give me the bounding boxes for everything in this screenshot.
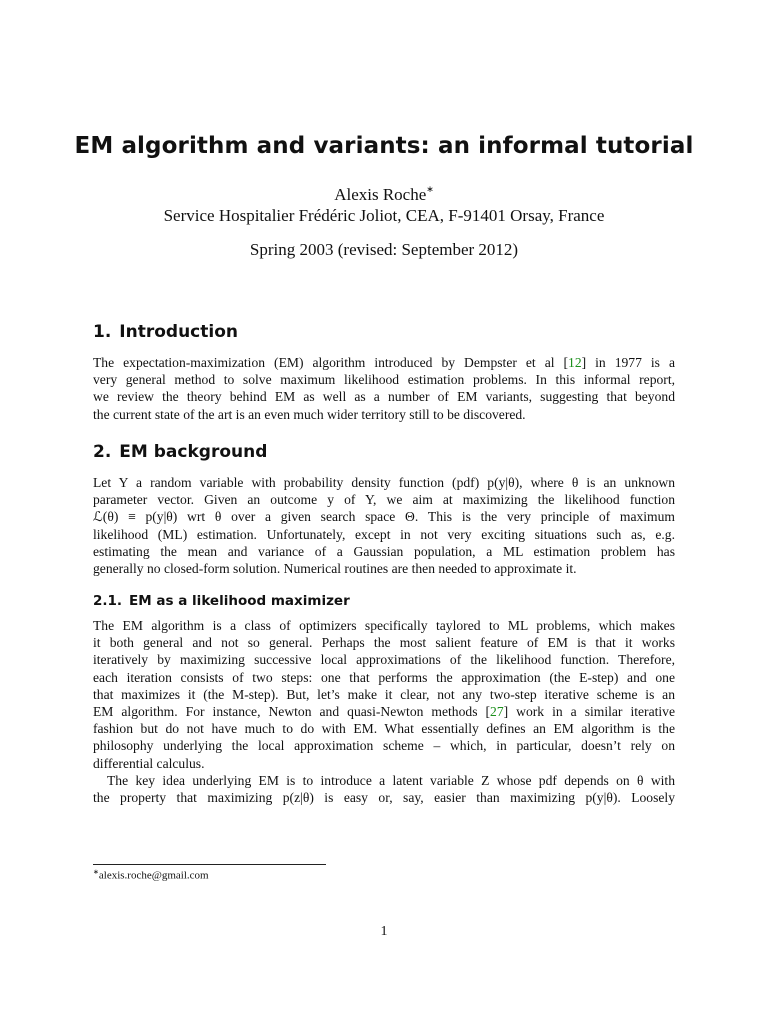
paragraph-line: each iteration consists of two steps: one that performs the approximation (the E-step) and one (93, 669, 675, 685)
paper-date: Spring 2003 (revised: September 2012) (249, 240, 519, 259)
section-title: EM as a likelihood maximizer (129, 593, 350, 609)
paper-title: EM algorithm and variants: an informal tutorial (74, 133, 694, 159)
subsection-heading-likelihood-maximizer (93, 593, 350, 609)
footnote (93, 868, 209, 882)
citation-link[interactable]: 27 (490, 704, 504, 720)
section-heading-introduction (93, 322, 238, 342)
paragraph-line: the current state of the art is an even much wider territory still to be discovered. (93, 406, 526, 422)
paragraph-line: The EM algorithm is a class of optimizers specifically taylored to ML problems, which makes (93, 618, 675, 633)
author-footnote-mark[interactable]: ∗ (426, 184, 434, 194)
paragraph-line: ℒ(θ) ≡ p(y|θ) wrt θ over a given search space Θ. This is the very principle of maximum (93, 509, 675, 525)
paragraph-line: likelihood (ML) estimation. Unfortunately, except in not very exciting situations such as, e.g. (93, 526, 675, 542)
paragraph-line: it both general and not so general. Perhaps the most salient feature of EM is that it works (93, 635, 675, 651)
paragraph-line: differential calculus. (93, 755, 205, 771)
author-affiliation: Service Hospitalier Frédéric Joliot, CEA, F-91401 Orsay, France (163, 206, 605, 225)
author-line (0, 185, 768, 205)
paragraph-line: philosophy underlying the local approximation scheme – which, in particular, doesn’t rely on (93, 738, 675, 754)
section-heading-em-background (93, 442, 267, 462)
section-title: Introduction (119, 322, 238, 342)
paragraph-line: that maximizes it (the M-step). But, let’s make it clear, not any two-step iterative scheme is an (93, 686, 675, 702)
paragraph-line: very general method to solve maximum likelihood estimation problems. In this informal report, (93, 372, 675, 388)
paragraph-line: iteratively by maximizing successive local approximations of the likelihood function. Therefore, (93, 652, 675, 668)
paragraph-line: EM algorithm. For instance, Newton and quasi-Newton methods [27] work in a similar iterative (93, 704, 675, 720)
citation-link[interactable]: 12 (568, 355, 582, 370)
paragraph-line: Let Y a random variable with probability density function (pdf) p(y|θ), where θ is an unknown (93, 475, 675, 490)
paragraph-line: we review the theory behind EM as well as a number of EM variants, suggesting that beyond (93, 389, 675, 405)
paragraph-line: The key idea underlying EM is to introduce a latent variable Z whose pdf depends on θ with (107, 772, 675, 788)
paragraph-line: estimating the mean and variance of a Gaussian population, a ML estimation problem has (93, 543, 675, 559)
section-number: 2. (93, 442, 112, 462)
page-number: 1 (380, 924, 388, 939)
section-number: 1. (93, 322, 112, 342)
paragraph-line: generally no closed-form solution. Numerical routines are then needed to approximate it. (93, 561, 577, 577)
author-name: Alexis Roche (334, 185, 427, 204)
paragraph-line: the property that maximizing p(z|θ) is easy or, say, easier than maximizing p(y|θ). Loosely (93, 790, 675, 806)
section-title: EM background (119, 442, 268, 462)
paragraph-line: fashion but do not have much to do with EM. What essentially defines an EM algorithm is the (93, 721, 675, 737)
maximizer-paragraph (93, 617, 675, 806)
intro-paragraph (93, 354, 675, 423)
section-number: 2.1. (93, 593, 123, 609)
paragraph-line: The expectation-maximization (EM) algorithm introduced by Dempster et al [12] in 1977 is a (93, 355, 675, 370)
paragraph-line: parameter vector. Given an outcome y of Y, we aim at maximizing the likelihood function (93, 492, 675, 508)
footnote-divider (93, 864, 326, 865)
background-paragraph (93, 474, 675, 577)
footnote-email[interactable]: alexis.roche@gmail.com (98, 869, 209, 882)
footnote-mark: ∗ (93, 868, 99, 876)
